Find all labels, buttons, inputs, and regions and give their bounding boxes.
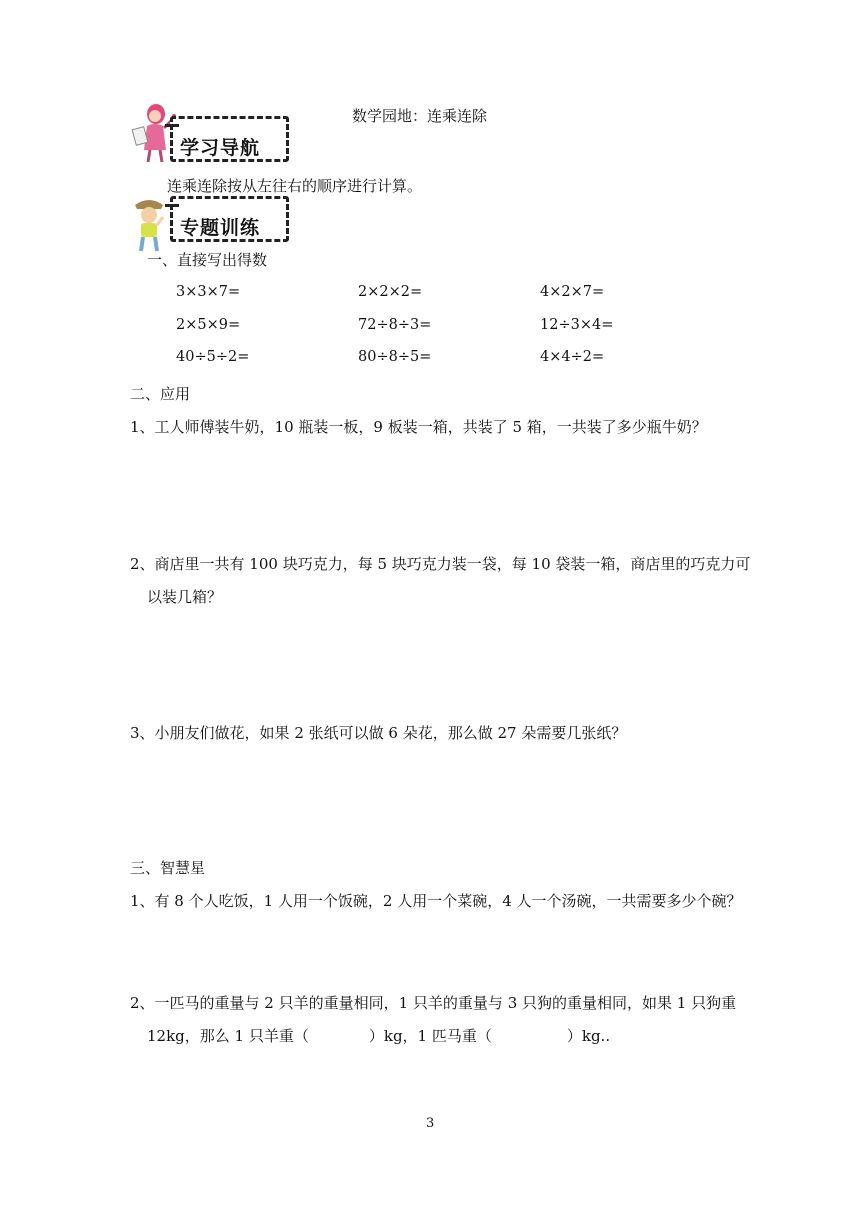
calc-item: 12÷3×4= xyxy=(540,317,614,333)
question-text: 12kg，那么 1 只羊重（ ）kg，1 匹马重（ ）kg.. xyxy=(147,1027,611,1045)
boy-illustration xyxy=(131,195,167,253)
calc-item: 3×3×7= xyxy=(176,284,241,300)
section1-title: 一、直接写出得数 xyxy=(147,251,268,269)
question-text: 1、有 8 个人吃饭，1 人用一个饭碗，2 人用一个菜碗，4 人一个汤碗，一共需要多少个碗？ xyxy=(130,892,742,910)
section3-title: 三、智慧星 xyxy=(130,859,206,877)
calc-item: 40÷5÷2= xyxy=(176,349,250,365)
page-title: 数学园地：连乘连除 xyxy=(352,107,488,125)
banner-mark xyxy=(165,204,179,207)
section2-title: 二、应用 xyxy=(130,385,191,403)
question-text: 2、商店里一共有 100 块巧克力，每 5 块巧克力装一袋，每 10 袋装一箱，商店里的巧克力可 xyxy=(130,555,751,573)
calc-item: 4×4÷2= xyxy=(540,349,605,365)
page-number: 3 xyxy=(426,1116,435,1131)
banner-mark xyxy=(165,124,179,127)
calc-item: 2×2×2= xyxy=(358,284,423,300)
question-text: 以装几箱？ xyxy=(147,588,223,606)
study-guide-label: 学习导航 xyxy=(180,137,261,159)
special-training-label: 专题训练 xyxy=(180,217,261,239)
guide-text: 连乘连除按从左往右的顺序进行计算。 xyxy=(167,177,423,195)
question-text: 1、工人师傅装牛奶，10 瓶装一板，9 板装一箱，共装了 5 箱，一共装了多少瓶牛奶？ xyxy=(130,418,707,436)
calc-item: 72÷8÷3= xyxy=(358,317,432,333)
question-text: 3、小朋友们做花，如果 2 张纸可以做 6 朵花，那么做 27 朵需要几张纸？ xyxy=(130,724,627,742)
calc-item: 2×5×9= xyxy=(176,317,241,333)
calc-item: 80÷8÷5= xyxy=(358,349,432,365)
question-text: 2、一匹马的重量与 2 只羊的重量相同，1 只羊的重量与 3 只狗的重量相同，如果 1 只狗重 xyxy=(130,994,737,1012)
calc-item: 4×2×7= xyxy=(540,284,605,300)
